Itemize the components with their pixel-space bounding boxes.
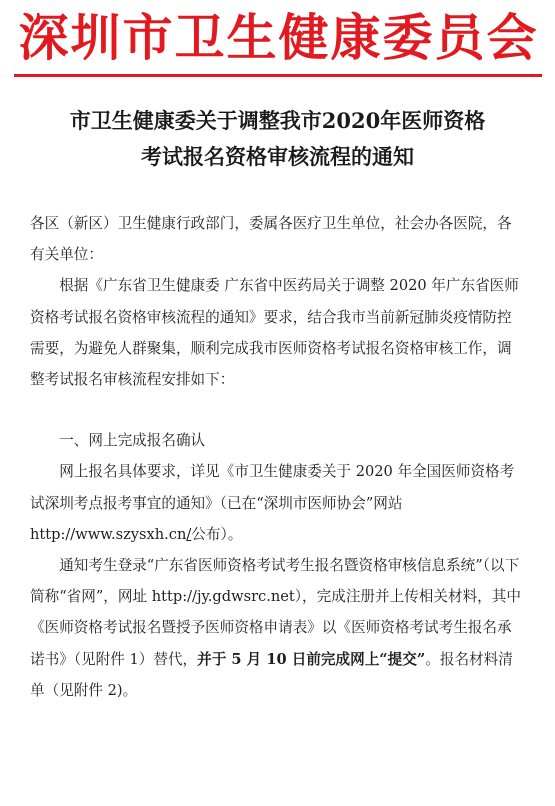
document-title-line-2: 考试报名资格审核流程的通知: [141, 144, 414, 169]
paragraph-2-text: 网上报名具体要求，详见《市卫生健康委关于 2020 年全国医师资格考试深圳考点报考事宜的通知》（已在“深圳市医师协会”网站 http://www.szysxh.cn: [30, 463, 515, 543]
section-1-heading: 一、网上完成报名确认: [59, 432, 206, 450]
paragraph-2-tail: 公布）。: [191, 525, 243, 543]
paragraph-1: 根据《广东省卫生健康委 广东省中医药局关于调整 2020 年广东省医师资格考试报名资格审核流程的通知》要求，结合我市当前新冠肺炎疫情防控需要，为避免人群聚集，顺利完成我市医师资格考试报名资格审核工作，调整考试报名审核流程安排如下：: [30, 277, 519, 389]
salutation: 各区（新区）卫生健康行政部门，委属各医疗卫生单位，社会办各医院，各有关单位：: [30, 215, 512, 264]
document-title: [20, 103, 535, 175]
paragraph-3-deadline: 并于 5 月 10 日前完成网上“提交”: [197, 650, 426, 668]
masthead-title: 深圳市卫生健康委员会: [18, 8, 539, 67]
paragraph-2: [30, 456, 524, 550]
masthead-divider: [14, 74, 542, 77]
masthead: [6, 2, 551, 74]
paragraph-2-mark: /: [186, 525, 192, 543]
document-body: [30, 208, 524, 706]
paragraph-gap: [30, 395, 524, 425]
paragraph-3: [30, 550, 524, 706]
document-title-line-1: 市卫生健康委关于调整我市2020年医师资格: [69, 108, 486, 133]
paragraph-3-tail: 。报名材料清单（见附件 2)。: [30, 650, 513, 699]
paragraph-3-text: 通知考生登录“广东省医师资格考试考生报名暨资格审核信息系统”（以下简称“省网”，网址 http://jy.gdwsrc.net），完成注册并上传相关材料，其中《医师资格考试报名暨授予医师资格申请表》以《医师资格考试考生报名承诺书》（见附件 1）替代，: [30, 557, 521, 668]
